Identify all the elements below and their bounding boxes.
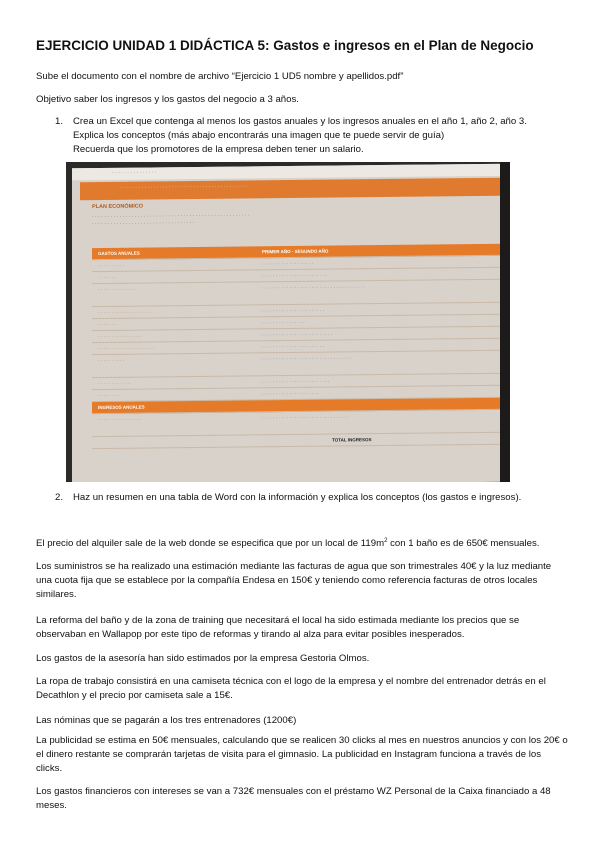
photo-table-row: · · · · · · · · · · · · · · · · · · · · · · · · · · · · · · · · · · · · · · · · · · · bbox=[92, 351, 504, 378]
rent-text-before: El precio del alquiler sale de la web donde se especifica que por un local de 119m bbox=[36, 538, 385, 549]
payroll-paragraph: Las nóminas que se pagarán a los tres entrenadores (1200€) bbox=[36, 715, 297, 726]
item-1-line-2: Explica los conceptos (más abajo encontrarás una imagen que te puede servir de guía) bbox=[73, 130, 445, 141]
objective-text: Objetivo saber los ingresos y los gastos del negocio a 3 años. bbox=[36, 94, 299, 105]
rent-superscript: 2 bbox=[384, 537, 388, 544]
photo-income-label: INGRESOS ANUALES bbox=[98, 404, 145, 411]
item-1-line-1: Crea un Excel que contenga al menos los gastos anuales y los ingresos anuales en el año 1, año 2, año 3. bbox=[73, 116, 527, 127]
advertising-paragraph: La publicidad se estima en 50€ mensuales, calculando que se realicen 30 clicks al mes en nuestros anuncios y con los 20€ o el dinero restante se comprarán tarjetas de visita para el gimnasio. La publicidad en Instagram funciona a través de los clicks. bbox=[36, 735, 568, 774]
photo-table-row: · · · · · · · · · · · · · · · · · · · · · · · · · · · · · bbox=[92, 386, 504, 402]
photo-browser-bar: · · · · · · · · · · · · · · · bbox=[72, 164, 508, 181]
page-title: EJERCICIO UNIDAD 1 DIDÁCTICA 5: Gastos e ingresos en el Plan de Negocio bbox=[36, 38, 534, 53]
work-clothes-paragraph: La ropa de trabajo consistirá en una camiseta técnica con el logo de la empresa y el nombre del entrenador detrás en el Decathlon y el precio por camiseta sale a 15€. bbox=[36, 676, 546, 701]
rent-text-after: con 1 baño es de 650€ mensuales. bbox=[387, 538, 540, 549]
photo-expense-table bbox=[92, 244, 504, 449]
reform-paragraph: La reforma del baño y de la zona de training que necesitará el local ha sido estimada mediante los precios que se observaban en Wallapop por este tipo de reformas y tirando al alza para evitar posibles inesperados. bbox=[36, 615, 520, 640]
photo-table-row: · · · · · · · · · · · · · · · · · · · · · · · · · · · · · · · · · · · · · bbox=[92, 374, 504, 390]
photo-dark-edge bbox=[500, 162, 510, 482]
item-1-line-3: Recuerda que los promotores de la empresa deben tener un salario. bbox=[73, 144, 364, 155]
item-2-line-1: Haz un resumen en una tabla de Word con la información y explica los conceptos (los gastos e ingresos). bbox=[73, 492, 522, 503]
upload-instructions: Sube el documento con el nombre de archivo “Ejercicio 1 UD5 nombre y apellidos.pdf” bbox=[36, 71, 404, 82]
financing-paragraph: Los gastos financieros con intereses se van a 732€ mensuales con el préstamo WZ Personal de la Caixa financiado a 48 meses. bbox=[36, 786, 551, 811]
rent-paragraph bbox=[36, 537, 568, 551]
photo-table-row: · · · · · · · · · · · · · · · · · · · · · · · · · · · · · · · · · · · · · · · · · · · · · · · · · · · · bbox=[92, 280, 504, 307]
photo-table-row: · · · · · · · · · · · · · · · · · · · · · · · · · · · · · · · · · · · · · · · · · · · · bbox=[92, 339, 504, 355]
photo-table-row: · · · · · · · · · · · · · · · · · · · · · · · · · · · · · · · bbox=[92, 268, 504, 284]
photo-table-row: · · · · · · · · · · · · · · · · · · · · · · · · · · · · · · · · · · · · · · · · · · bbox=[92, 327, 504, 343]
photo-header-col2: PRIMER AÑO · SEGUNDO AÑO bbox=[262, 248, 329, 255]
photo-table-row: · · · · · · · · · · · · · · · · · · · · · · · bbox=[92, 315, 504, 331]
photo-header-col1: GASTOS ANUALES bbox=[98, 250, 140, 257]
supplies-paragraph: Los suministros se ha realizado una estimación mediante las facturas de agua que son trimestrales 40€ y la luz mediante una cuota fija que se establece por la compañía Endesa en 150€ y teniendo como referencia facturas de otros locales similares. bbox=[36, 561, 552, 600]
list-number: 1. bbox=[55, 116, 64, 127]
list-number: 2. bbox=[55, 492, 64, 503]
photo-plan-title: PLAN ECONÓMICO bbox=[92, 203, 144, 211]
photo-total-label: TOTAL INGRESOS bbox=[332, 437, 372, 443]
photo-orange-banner: · · · · · · · · · · · · · · · · · · · · · · · · · · · · · · · · · · · · · · · · · · bbox=[80, 178, 500, 200]
photo-table-row: · · · · · · · · · · · · · · · · · · · · · · · · · · · · · bbox=[92, 256, 504, 272]
photo-paper bbox=[72, 164, 508, 482]
spreadsheet-guide-photo bbox=[66, 162, 510, 482]
advisory-paragraph: Los gastos de la asesoría han sido estimados por la empresa Gestoria Olmos. bbox=[36, 653, 370, 664]
photo-intro-text: · · · · · · · · · · · · · · · · · · · · · · · · · · · · · · · · · · · · · · · · · · · · · · · · · · · · · · · · · · · · · · · · · · · · · · · · · · · · · · · · · · · · · · bbox=[92, 212, 250, 228]
photo-table-row: · · · · · · · · · · · · · · · · · · · · · · · · · · · · · · · · · · · · · · · · · · · · · · · · bbox=[92, 410, 504, 437]
photo-table-row: · · · · · · · · · · · · · · · · · · · · · · · · · · · · · · · · · · · · · · · · · · · bbox=[92, 303, 504, 319]
